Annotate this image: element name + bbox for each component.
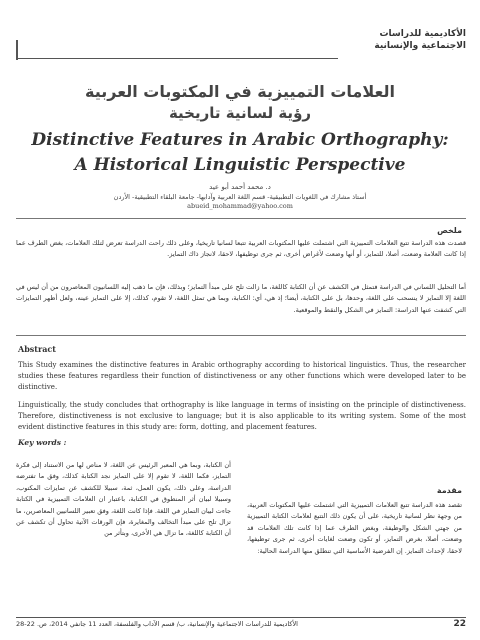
page-number: 22 [453, 619, 466, 629]
arabic-abstract-paragraph: قصدت هذه الدراسة تتبع العلامات التمييزية التي اشتملت عليها المكتوبات العربية تتبعا لسانيا تاريخيا، وعلى ذلك راحت الدراسة تعرض لتلك العلامات، بغض الطرف عما إذا كانت العلامة وضعت، أصلا، للتمايز، أو أنها وضعت لأغراض أخرى، ثم جرى توظيفها، لاحقا، لانجاز ذاك التمايز. [16, 239, 466, 259]
english-abstract-heading: Abstract [18, 344, 56, 354]
arabic-title-line2: رؤية لسانية تاريخية [168, 104, 312, 122]
journal-name-line1: الأكاديمية للدراسات [379, 29, 466, 39]
author-name: د. محمد أحمد أبو عيد [209, 183, 271, 191]
journal-name [346, 28, 466, 52]
body-column-left: أن الكتابة، وبما هي المعبر الرئيس عن اللغة، لا مناص لها من الاستناد إلى فكرة التمايز، فكما اللغة، لا تقوم إلا على التمايز نجد الكتابة كذلك، وفق ما تفترضه الدراسة، وعلى ذلك، يكون العمل، ثمة، سبيلا للكشف عن تمايزات المكتوب، وسبيلا لبيان أثر المنطوق في الكتابة، باعتبار ان العلامات التمييزية في الكتابة جاءت لبيان التمايز في اللغة. فإذا كانت اللغة، وفق تعبير اللسانيين المعاصرين، ما تزال تلح على مبدأ التخالف والمغايرة، فإن الورقات الآتية تحاول أن تكشف عن أن الكتابة كاللغة، ما تزال هي الأخرى، وبتأثر من [16, 461, 231, 538]
author-email: abueid_mohammad@yahoo.com [187, 202, 293, 210]
footer-citation: الأكاديمية للدراسات الاجتماعية والإنسانية، ب/ قسم الآداب والفلسفة، العدد 11 جانفي 2014، ص. 22-28 [16, 620, 298, 628]
section-divider [16, 335, 466, 336]
arabic-title-line1: العلامات التمييزية في المكتوبات العربية [85, 82, 395, 101]
arabic-abstract-heading: ملخص [437, 226, 462, 235]
section-divider [16, 218, 466, 219]
keywords-label: Key words : [18, 438, 67, 447]
footer-rule [16, 617, 466, 618]
introduction-heading: مقدمة [436, 486, 462, 495]
header-rule [16, 58, 338, 59]
journal-name-line2: الاجتماعية والإنسانية [374, 41, 466, 51]
header-rule-tick [16, 40, 18, 60]
author-affiliation: أستاذ مشارك في اللغويات التطبيقية- قسم اللغة العربية وآدابها- جامعة البلقاء التطبيقية- الأردن [113, 193, 367, 201]
body-column-right: تقصد هذه الدراسة تتبع العلامات التمييزية التي اشتملت عليها المكتوبات العربية، من وجهة نظر لسانية تاريخية، على أن يكون ذلك التتبع لعلامات الكتابة التمييزية من جهتي الشكل والوظيفة، وبغض الطرف عما إذا كانت تلك العلامات قد وضعت، أصلا، بغرض التمايز، أو تكون وضعت لغايات أخرى، ثم جرى توظيفها، لاحقا، لإحداث التمايز. إن الفرضية الأساسية التي تنطلق منها الدراسة الحالية: [247, 501, 462, 555]
arabic-abstract-paragraph: أما التحليل اللساني في الدراسة فتمثل في الكشف عن أن الكتابة كاللغة، ما زالت تلح على مبدأ التمايز؛ وبذلك، فإن ما ذهب إليه اللسانيون المعاصرون من أن ليس في اللغة إلا التمايز لا ينسحب على اللغة، وحدها، بل على الكتابة، أيضا؛ إذ هي، أي: الكتابة، وبما هي تمثل اللغة، لا تقوم، كذلك، إلا على التمايز عينه، ولعل أظهر التمايزات التي كشفت عنها الدراسة: التمايز في الشكل والنقط والموقعية. [16, 283, 466, 314]
english-title-line2: A Historical Linguistic Perspective [74, 155, 406, 175]
english-abstract-paragraph: This Study examines the distinctive features in Arabic orthography according to historical linguistics. Thus, the researcher studies these features regardless their function of distinctiveness or any other functions which were developed later to be distinctive. [18, 361, 466, 391]
english-title-line1: Distinctive Features in Arabic Orthography: [31, 130, 449, 150]
english-abstract-paragraph: Linguistically, the study concludes that orthography is like language in terms of insisting on the principle of distinctiveness. Therefore, distinctiveness is not exclusive to language; but it is also applicable to its writing system. Some of the most evident distinctive features in this study are: form, dotting, and placement features. [18, 401, 466, 431]
